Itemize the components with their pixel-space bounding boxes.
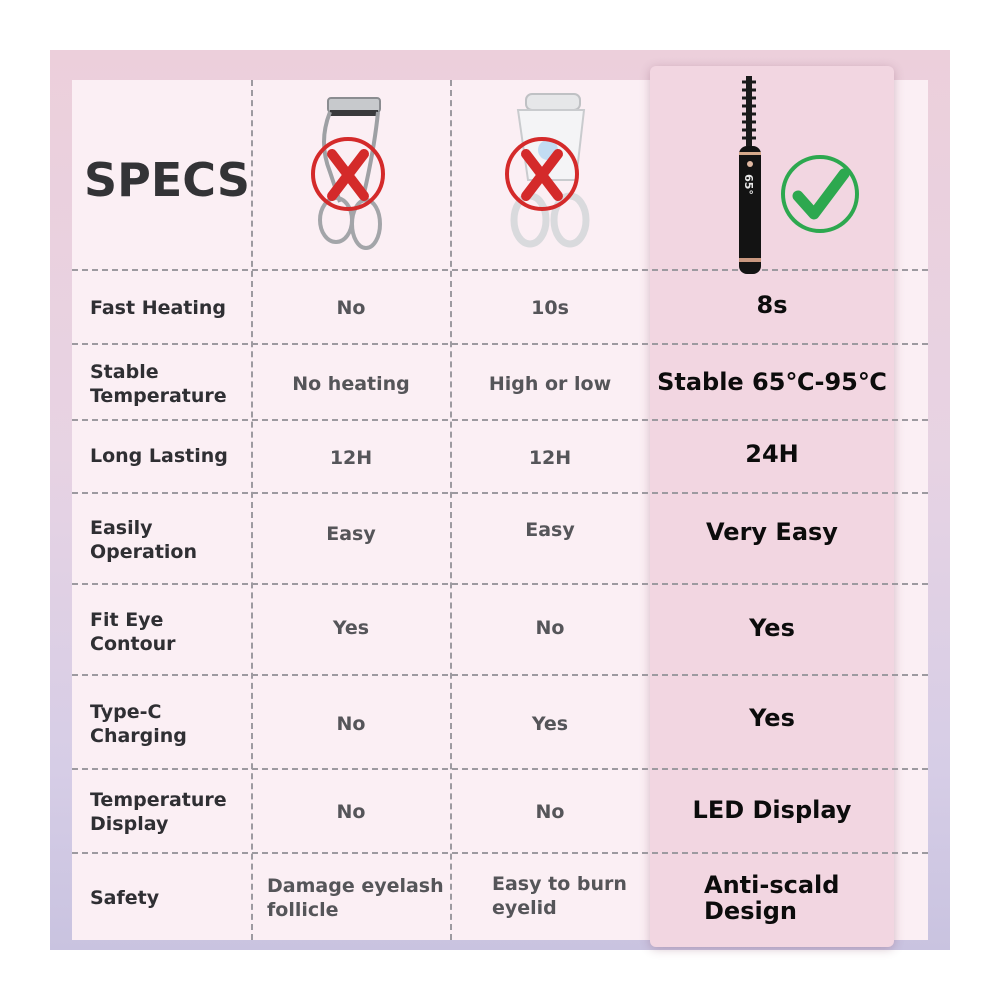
cell-heated-fit-eye-contour: No <box>535 617 565 639</box>
cell-heated-fast-heating: 10s <box>531 297 569 319</box>
cell-manual-stable-temperature: No heating <box>292 373 410 395</box>
cell-product-temperature-display: LED Display <box>692 796 852 824</box>
cross-icon <box>308 134 388 214</box>
cell-heated-temperature-display: No <box>535 801 565 823</box>
cell-manual-fast-heating: No <box>336 297 366 319</box>
cell-heated-stable-temperature: High or low <box>488 373 612 395</box>
row-divider <box>72 674 928 676</box>
row-divider <box>72 852 928 854</box>
specs-title: SPECS <box>84 153 251 207</box>
check-icon <box>778 152 862 236</box>
cell-product-fast-heating: 8s <box>756 291 788 319</box>
cell-manual-type-c-charging: No <box>336 713 366 735</box>
cell-heated-safety: Easy to burn eyelid <box>492 873 627 919</box>
cell-product-safety: Anti-scald Design <box>704 871 840 925</box>
cell-product-fit-eye-contour: Yes <box>749 614 795 642</box>
row-divider <box>72 768 928 770</box>
row-label-long-lasting: Long Lasting <box>90 445 228 467</box>
cross-icon <box>502 134 582 214</box>
cell-manual-long-lasting: 12H <box>329 447 373 469</box>
row-divider <box>72 269 928 271</box>
row-label-fast-heating: Fast Heating <box>90 297 227 319</box>
row-label-stable-temperature: Stable Temperature <box>90 361 227 407</box>
cell-heated-easily-operation: Easy <box>525 519 575 541</box>
cell-heated-long-lasting: 12H <box>528 447 572 469</box>
row-divider <box>72 492 928 494</box>
cell-product-easily-operation: Very Easy <box>706 518 838 546</box>
row-label-fit-eye-contour: Fit Eye Contour <box>90 609 176 655</box>
row-divider <box>72 583 928 585</box>
cell-manual-safety: Damage eyelash follicle <box>267 875 444 921</box>
row-label-type-c-charging: Type-C Charging <box>90 701 187 747</box>
cell-product-stable-temperature: Stable 65℃-95℃ <box>657 368 887 396</box>
row-label-temperature-display: Temperature Display <box>90 789 227 835</box>
cell-heated-type-c-charging: Yes <box>531 713 569 735</box>
row-label-easily-operation: Easily Operation <box>90 517 198 563</box>
cell-manual-fit-eye-contour: Yes <box>332 617 370 639</box>
cell-product-long-lasting: 24H <box>745 440 799 468</box>
cell-product-type-c-charging: Yes <box>749 704 795 732</box>
row-divider <box>72 419 928 421</box>
row-label-safety: Safety <box>90 887 160 909</box>
product-display-text: 65° <box>741 174 755 195</box>
row-divider <box>72 343 928 345</box>
cell-manual-easily-operation: Easy <box>326 523 376 545</box>
cell-manual-temperature-display: No <box>336 801 366 823</box>
